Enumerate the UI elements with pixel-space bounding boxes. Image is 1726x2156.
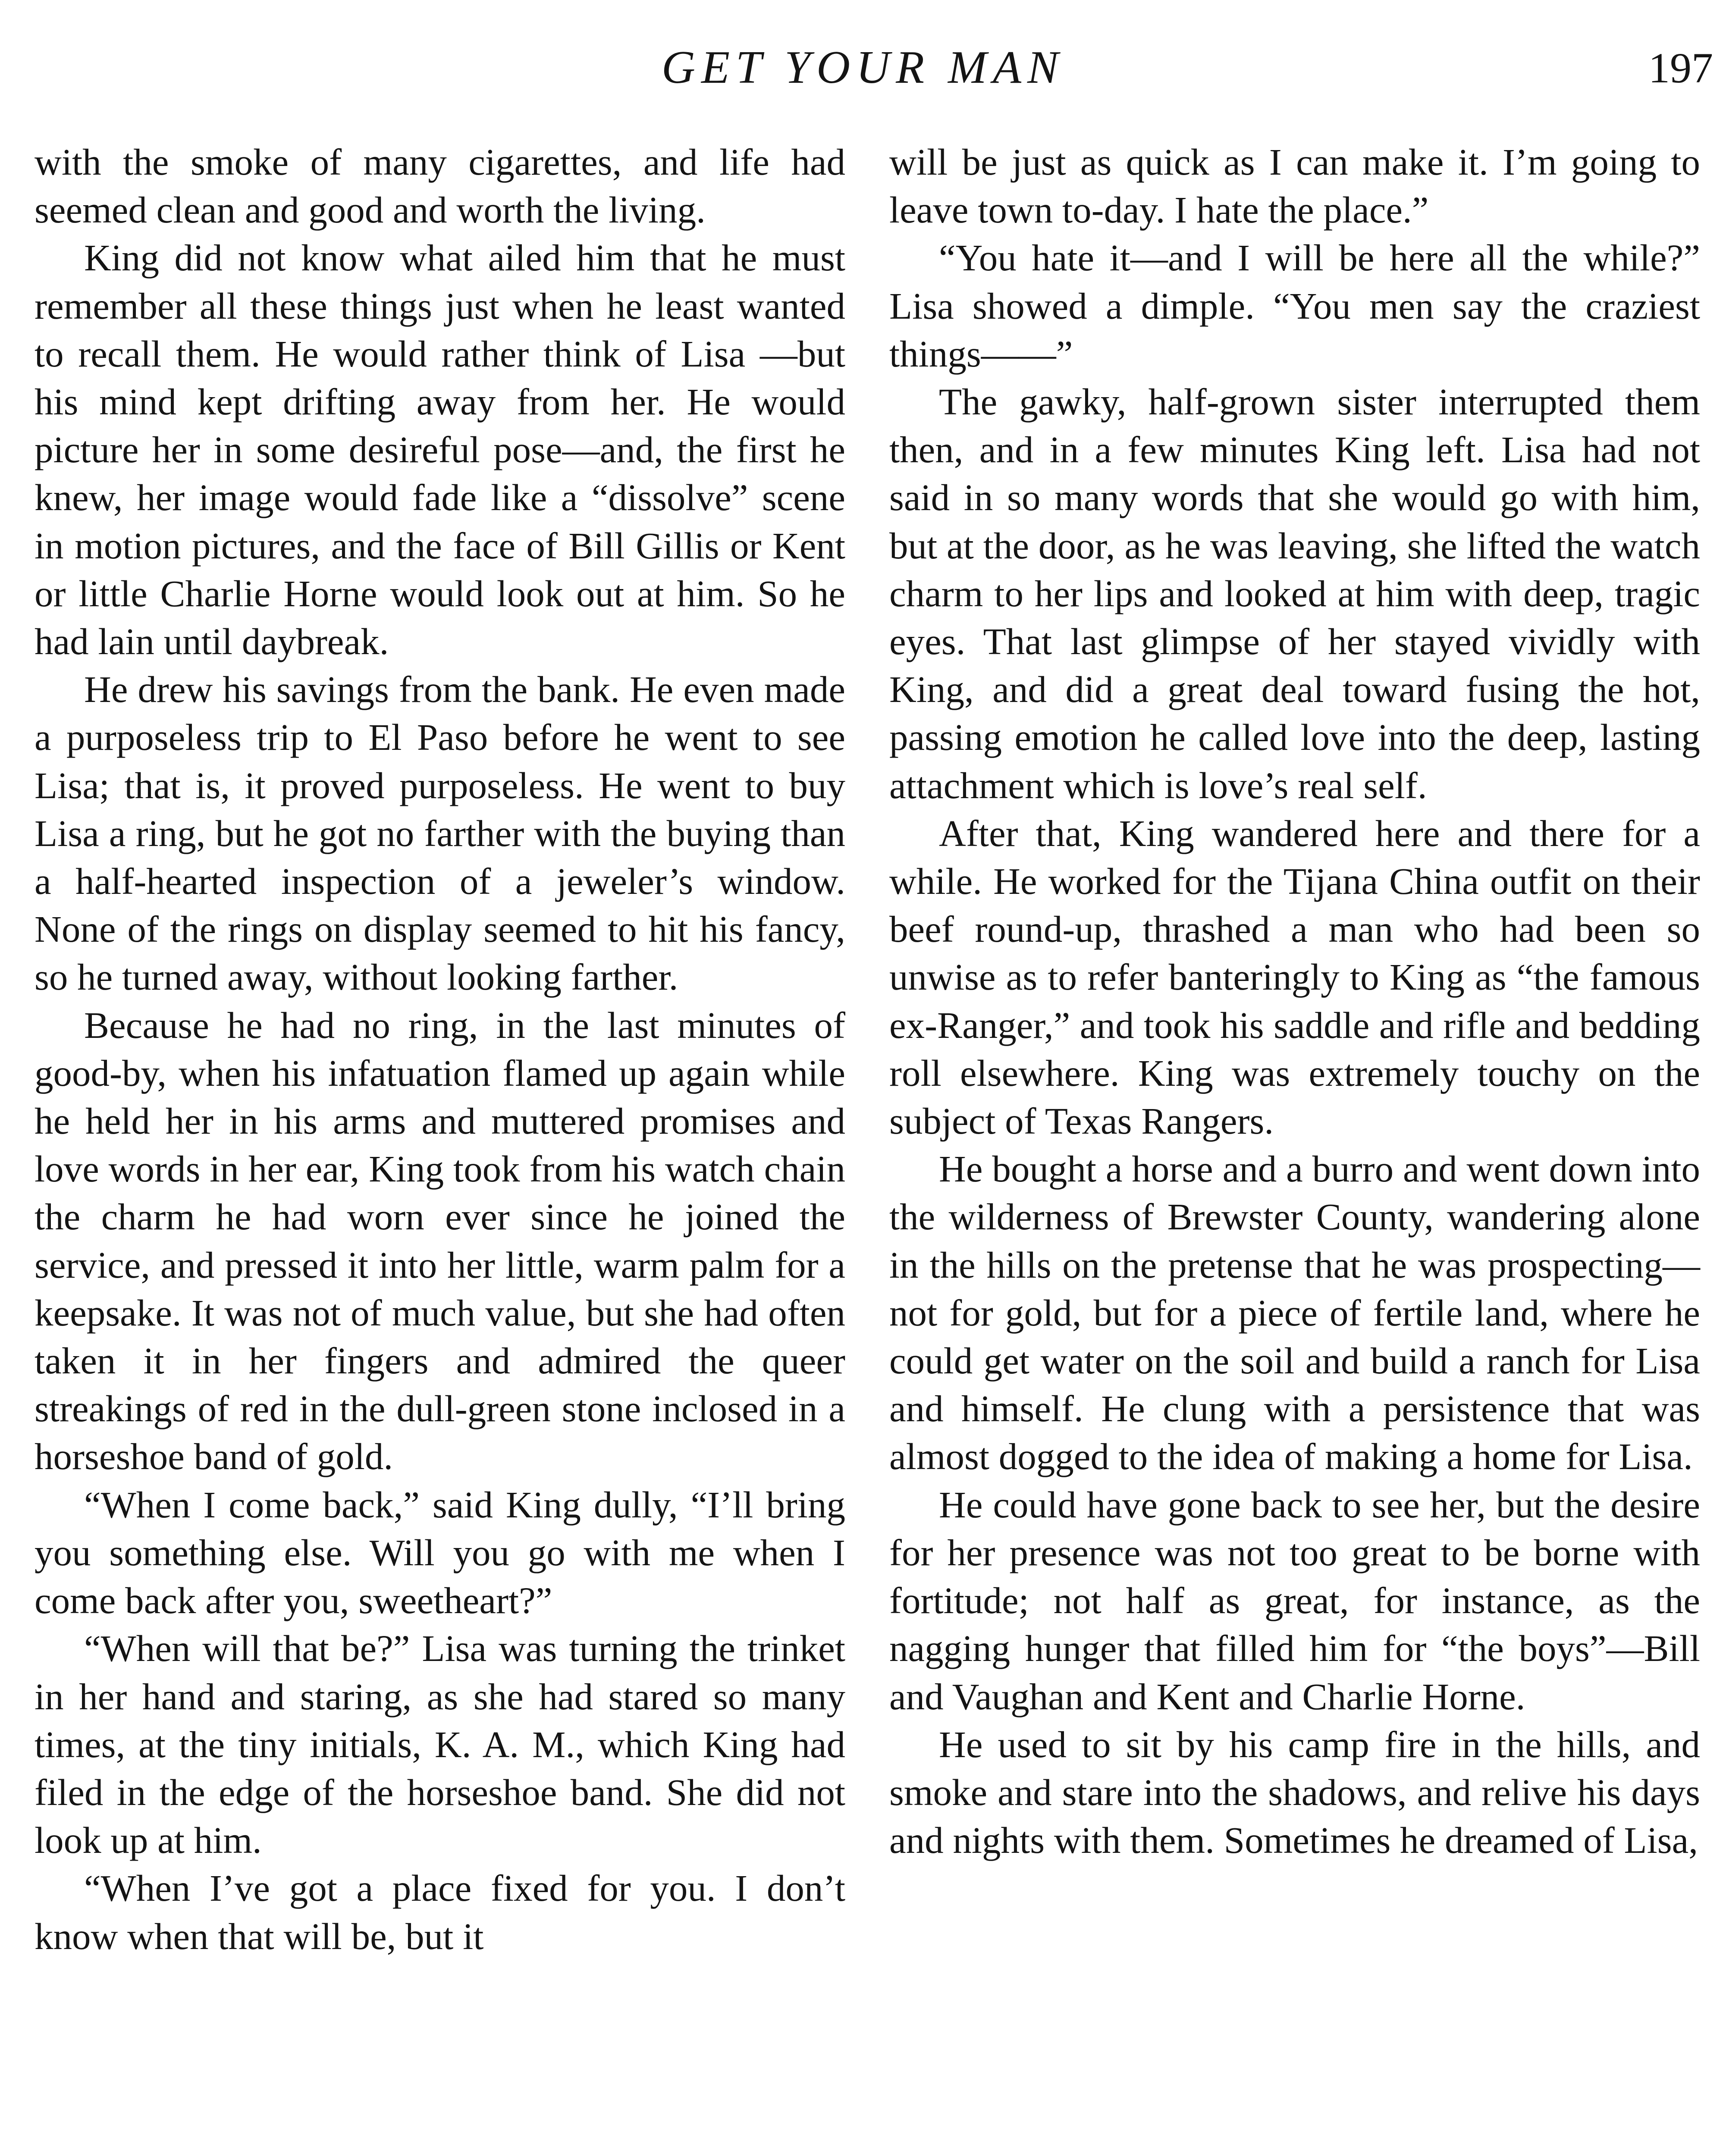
- paragraph: He bought a horse and a burro and went down into the wilderness of Brewster County, wandering alone in the hills on the pretense that he was prospecting—not for gold, but for a piece of fertile land, where he could get water on the soil and build a ranch for Lisa and himself. He clung with a persistence that was almost dogged to the idea of making a home for Lisa.: [889, 1148, 1700, 1478]
- paragraph: After that, King wandered here and there for a while. He worked for the Tijana China outfit on their beef round-up, thrashed a man who had been so unwise as to refer banteringly to King as “the famous ex-Ranger,” and took his saddle and rifle and bedding roll elsewhere. King was extremely touchy on the subject of Texas Rangers.: [889, 812, 1700, 1142]
- paragraph: “You hate it—and I will be here all the while?” Lisa showed a dimple. “You men say the craziest things——”: [889, 237, 1700, 375]
- left-column: [35, 138, 845, 1960]
- paragraph: Because he had no ring, in the last minutes of good-by, when his infatuation flamed up again while he held her in his arms and muttered promises and love words in her ear, King took from his watch chain the charm he had worn ever since he joined the service, and pressed it into her little, warm palm for a keepsake. It was not of much value, but she had often taken it in her fingers and admired the queer streakings of red in the dull-green stone inclosed in a horseshoe band of gold.: [35, 1004, 845, 1478]
- paragraph: He drew his savings from the bank. He even made a purposeless trip to El Paso before he went to see Lisa; that is, it proved purposeless. He went to buy Lisa a ring, but he got no farther with the buying than a half-hearted inspection of a jeweler’s window. None of the rings on display seemed to hit his fancy, so he turned away, without looking farther.: [35, 668, 845, 998]
- paragraph: He used to sit by his camp fire in the hills, and smoke and stare into the shadows, and relive his days and nights with them. Sometimes he dreamed of Lisa,: [889, 1723, 1700, 1861]
- right-column: [889, 138, 1700, 1864]
- running-title: GET YOUR MAN: [661, 42, 1065, 93]
- paragraph: “When I’ve got a place fixed for you. I don’t know when that will be, but it: [35, 1867, 845, 1957]
- paragraph: The gawky, half-grown sister interrupted them then, and in a few minutes King left. Lisa had not said in so many words that she would go with him, but at the door, as he was leaving, she lifted the watch charm to her lips and looked at him with deep, tragic eyes. That last glimpse of her stayed vividly with King, and did a great deal toward fusing the hot, passing emotion he called love into the deep, lasting attachment which is love’s real self.: [889, 381, 1700, 806]
- paragraph: “When will that be?” Lisa was turning the trinket in her hand and staring, as she had stared so many times, at the tiny initials, K. A. M., which King had filed in the edge of the horseshoe band. She did not look up at him.: [35, 1627, 845, 1861]
- page-header: [0, 41, 1726, 101]
- paragraph: He could have gone back to see her, but the desire for her presence was not too great to be borne with fortitude; not half as great, for instance, as the nagging hunger that filled him for “the boys”—Bill and Vaughan and Kent and Charlie Horne.: [889, 1483, 1700, 1717]
- paragraph: with the smoke of many cigarettes, and life had seemed clean and good and worth the living.: [35, 141, 845, 231]
- paragraph: “When I come back,” said King dully, “I’ll bring you something else. Will you go with me when I come back after you, sweetheart?”: [35, 1483, 845, 1622]
- page-number: 197: [1648, 44, 1713, 92]
- paragraph: will be just as quick as I can make it. I’m going to leave town to-day. I hate the place.”: [889, 141, 1700, 231]
- paragraph: King did not know what ailed him that he must remember all these things just when he least wanted to recall them. He would rather think of Lisa —but his mind kept drifting away from her. He would picture her in some desireful pose—and, the first he knew, her image would fade like a “dissolve” scene in motion pictures, and the face of Bill Gillis or Kent or little Charlie Horne would look out at him. So he had lain until daybreak.: [35, 237, 845, 663]
